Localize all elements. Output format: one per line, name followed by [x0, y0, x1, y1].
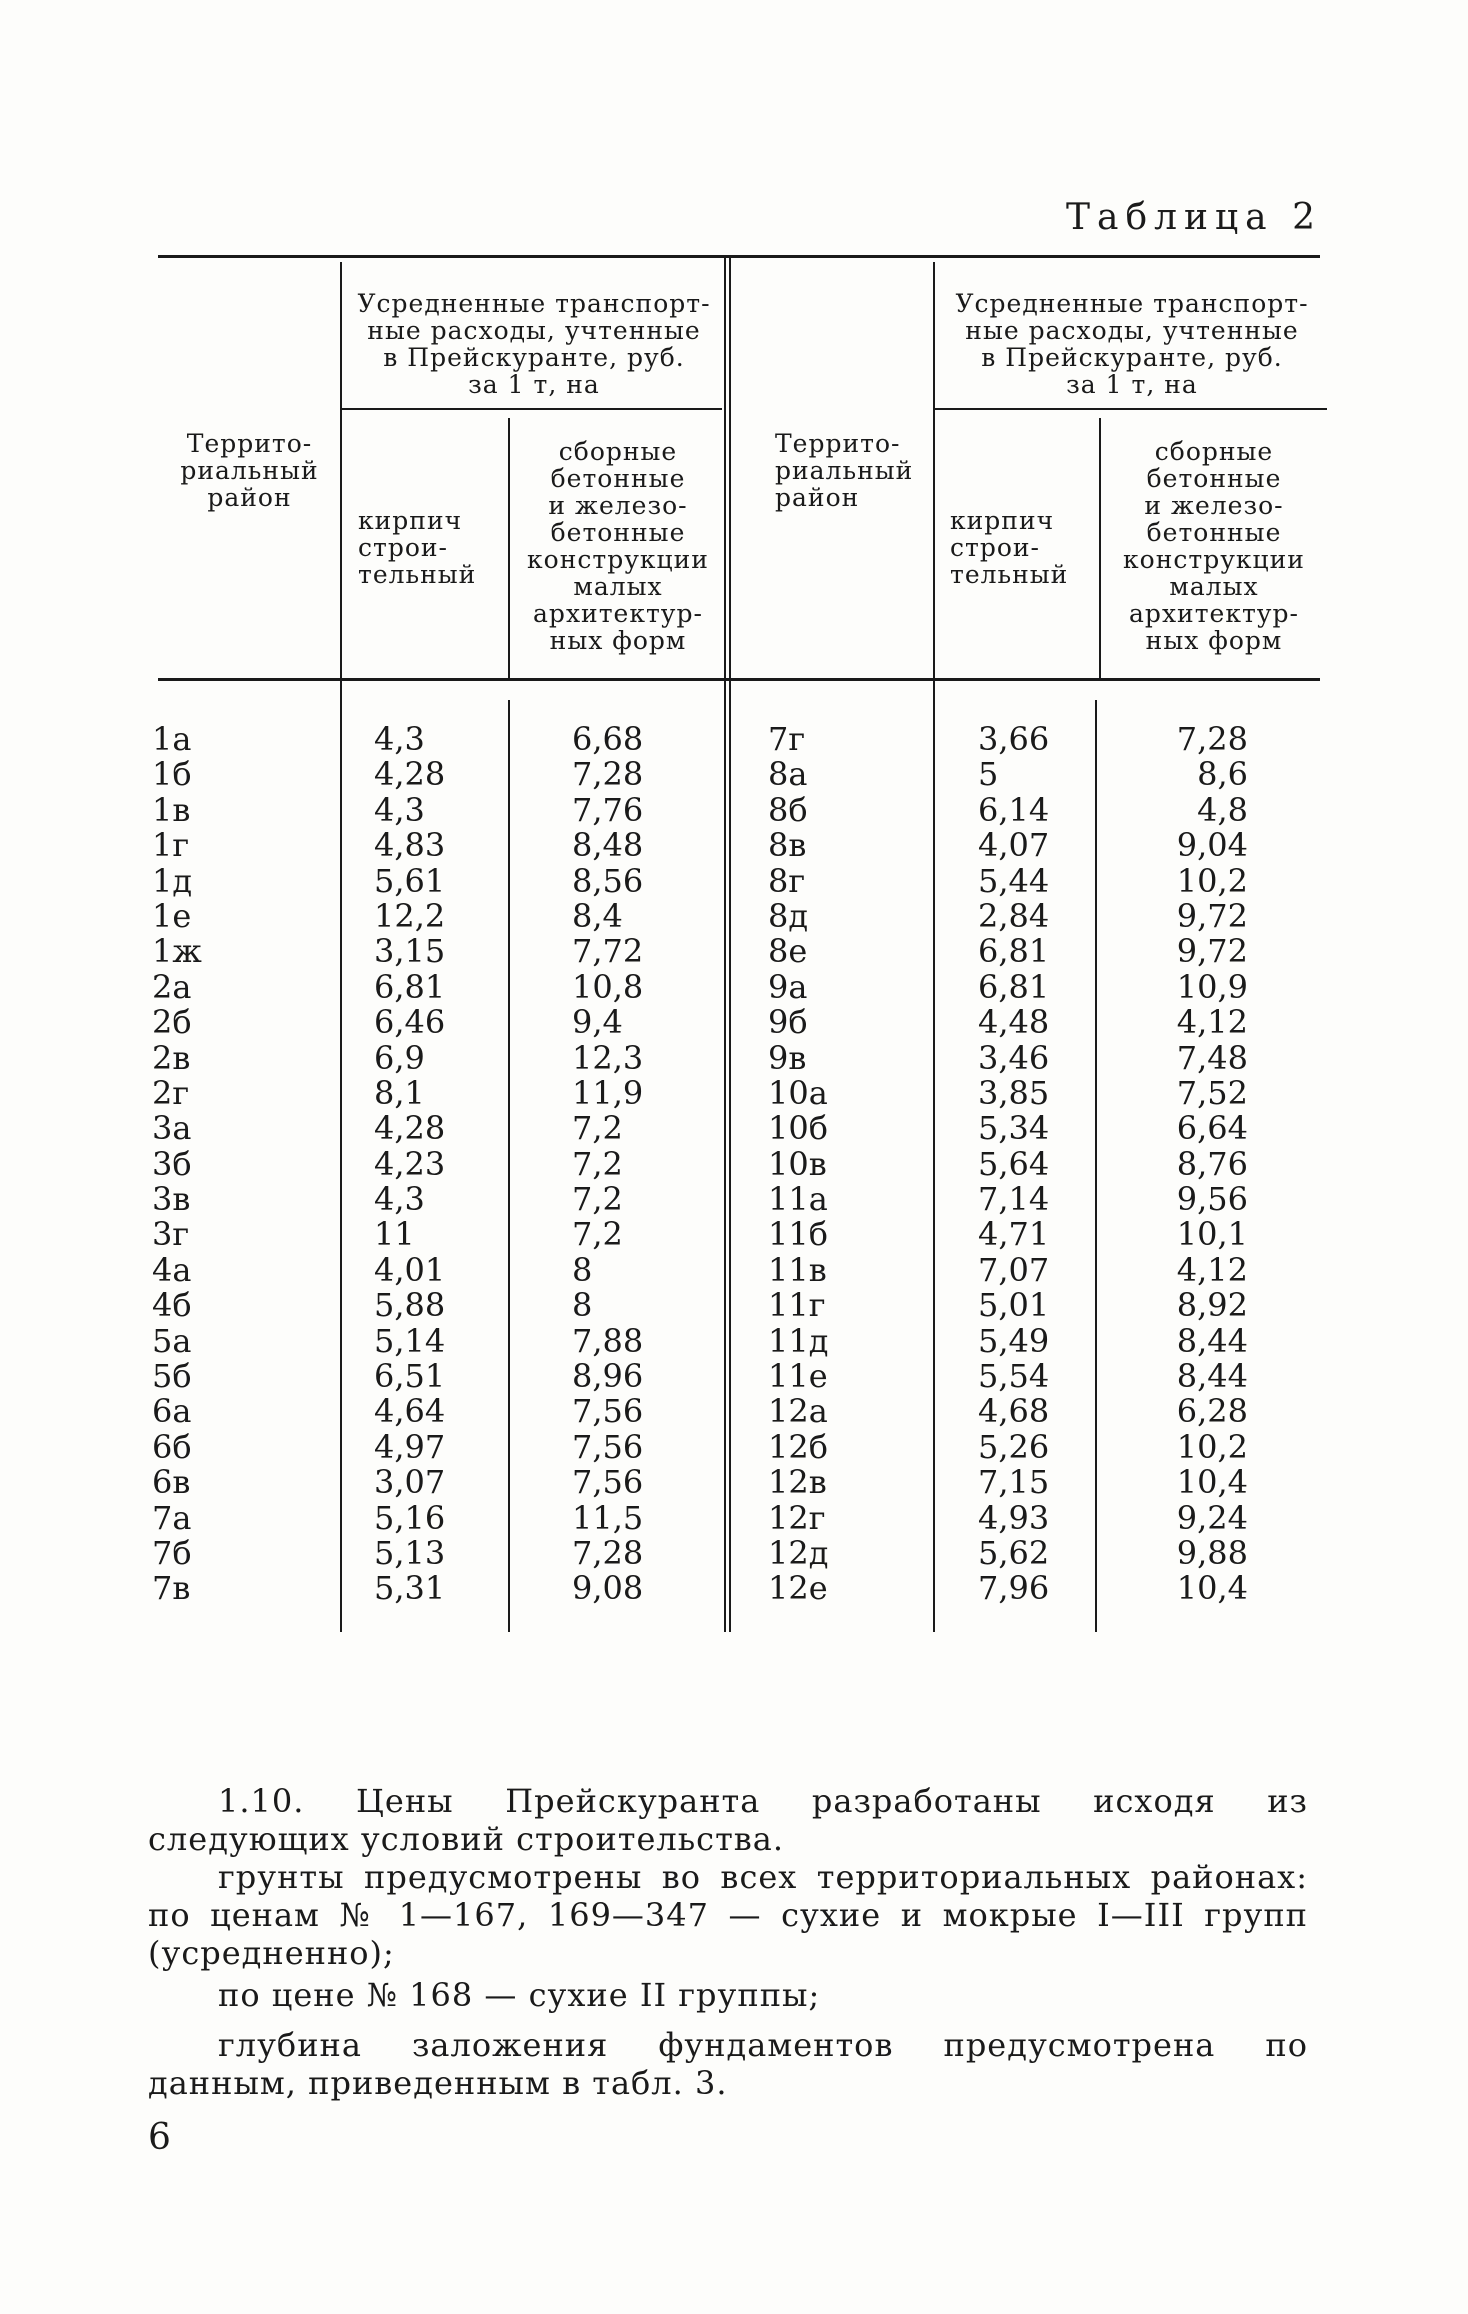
table-cell: 6,51	[374, 1357, 446, 1396]
table-cell: 11а	[768, 1180, 828, 1219]
header-group-left: Усредненные транспорт- ные расходы, учтенные в Прейскуранте, руб. за 1 т, на	[357, 289, 711, 399]
table-cell: 5,14	[374, 1321, 446, 1360]
table-cell: 7,88	[572, 1321, 644, 1360]
table-cell: 4,12	[1176, 1003, 1248, 1042]
table-cell: 12г	[768, 1498, 826, 1537]
table-cell: 9,56	[1176, 1180, 1248, 1219]
table-cell: 4,68	[978, 1392, 1050, 1431]
table-cell: 4,3	[374, 790, 425, 829]
table-cell: 11	[374, 1215, 415, 1254]
table-cell: 3в	[152, 1180, 191, 1219]
table-cell: 10,4	[1176, 1463, 1248, 1502]
table-cell: 2б	[152, 1003, 192, 1042]
table-cell: 9а	[768, 967, 808, 1006]
table-cell: 11г	[768, 1286, 826, 1325]
table-cell: 3г	[152, 1215, 190, 1254]
table-cell: 8	[572, 1250, 593, 1289]
col-divider-5-body	[1095, 700, 1097, 1632]
table-cell: 5б	[152, 1357, 192, 1396]
table-cell: 8,4	[572, 896, 623, 935]
table-cell: 7,52	[1176, 1073, 1248, 1112]
table-cell: 6б	[152, 1427, 192, 1466]
table-cell: 2г	[152, 1073, 190, 1112]
header-region-left: Террито- риальный район	[180, 429, 319, 512]
table-cell: 11б	[768, 1215, 828, 1254]
table-cell: 3,15	[374, 932, 446, 971]
table-cell: 7,76	[572, 790, 644, 829]
table-cell: 3,85	[978, 1073, 1050, 1112]
table-cell: 5,13	[374, 1533, 446, 1572]
table-cell: 8д	[768, 896, 809, 935]
table-cell: 7,15	[978, 1463, 1050, 1502]
table-cell: 7а	[152, 1498, 192, 1537]
table-cell: 4,07	[978, 826, 1050, 865]
table-cell: 1в	[152, 790, 191, 829]
table-cell: 9,24	[1176, 1498, 1248, 1537]
table-cell: 6,14	[978, 790, 1050, 829]
table-cell: 8е	[768, 932, 808, 971]
col-divider-center-b	[729, 258, 731, 1632]
table-cell: 7,56	[572, 1427, 644, 1466]
paragraph-foundation-depth: глубина заложения фундаментов предусмотрена по данным, приведенным в табл. 3.	[148, 2026, 1308, 2102]
table-cell: 7,28	[572, 1533, 644, 1572]
table-cell: 12в	[768, 1463, 827, 1502]
table-cell: 3а	[152, 1109, 192, 1148]
header-bottom-rule	[158, 678, 1320, 681]
table-cell: 3б	[152, 1144, 192, 1183]
table-cell: 7,48	[1176, 1038, 1248, 1077]
table-cell: 7,56	[572, 1392, 644, 1431]
table-cell: 9,72	[1176, 896, 1248, 935]
table-cell: 7б	[152, 1533, 192, 1572]
table-top-rule	[158, 255, 1320, 258]
table-cell: 7,2	[572, 1180, 623, 1219]
table-cell: 5,44	[978, 861, 1050, 900]
table-cell: 3,66	[978, 720, 1050, 758]
table-cell: 7г	[768, 720, 806, 758]
table-cell: 4,01	[374, 1250, 446, 1289]
table-cell: 5,34	[978, 1109, 1050, 1148]
table-cell: 4,28	[374, 755, 446, 794]
table-cell: 10б	[768, 1109, 828, 1148]
table-cell: 7,72	[572, 932, 644, 971]
table-cell: 2в	[152, 1038, 191, 1077]
table-cell: 4,23	[374, 1144, 446, 1183]
table-cell: 7,2	[572, 1215, 623, 1254]
table-cell: 8а	[768, 755, 808, 794]
header-concrete-right: сборные бетонные и железо- бетонные конструкции малых архитектур- ных форм	[1123, 437, 1305, 655]
table-cell: 7,28	[572, 755, 644, 794]
table-cell: 1г	[152, 826, 190, 865]
table-cell: 12а	[768, 1392, 828, 1431]
table-cell: 8,48	[572, 826, 644, 865]
table-cell: 9,4	[572, 1003, 623, 1042]
table-cell: 8,6	[1197, 755, 1248, 794]
table-cell: 5,88	[374, 1286, 446, 1325]
table-cell: 9в	[768, 1038, 807, 1077]
table-cell: 5а	[152, 1321, 192, 1360]
table-cell: 10,8	[572, 967, 644, 1006]
table-cell: 6,64	[1176, 1109, 1248, 1148]
table-cell: 6,81	[978, 932, 1050, 971]
table-cell: 6,9	[374, 1038, 425, 1077]
table-cell: 4,12	[1176, 1250, 1248, 1289]
table-cell: 5,01	[978, 1286, 1050, 1325]
header-subgroup-rule-right	[935, 408, 1327, 410]
table-cell: 8в	[768, 826, 807, 865]
table-cell: 5,16	[374, 1498, 446, 1537]
col-regions-left	[152, 722, 272, 1607]
table-cell: 4,8	[1197, 790, 1248, 829]
table-cell: 5,64	[978, 1144, 1050, 1183]
table-cell: 10в	[768, 1144, 827, 1183]
table-cell: 10,9	[1176, 967, 1248, 1006]
table-caption: Таблица 2	[1066, 197, 1322, 238]
table-cell: 1ж	[152, 932, 202, 971]
table-cell: 12д	[768, 1533, 829, 1572]
table-cell: 10,1	[1176, 1215, 1248, 1254]
table-cell: 4,3	[374, 720, 425, 758]
table-cell: 7,2	[572, 1144, 623, 1183]
col-divider-2-body	[508, 700, 510, 1632]
table-cell: 6в	[152, 1463, 191, 1502]
col-brick-left	[374, 722, 504, 1607]
table-cell: 9б	[768, 1003, 808, 1042]
table-cell: 6,81	[374, 967, 446, 1006]
table-cell: 7,28	[1176, 720, 1248, 758]
table-cell: 5,61	[374, 861, 446, 900]
table-cell: 5,49	[978, 1321, 1050, 1360]
table-cell: 11,9	[572, 1073, 644, 1112]
table-cell: 7,14	[978, 1180, 1050, 1219]
table-cell: 7,2	[572, 1109, 623, 1148]
col-divider-1	[340, 262, 342, 1632]
table-cell: 4б	[152, 1286, 192, 1325]
table-cell: 12б	[768, 1427, 828, 1466]
table-cell: 1б	[152, 755, 192, 794]
table-cell: 9,72	[1176, 932, 1248, 971]
table-cell: 4,64	[374, 1392, 446, 1431]
table-cell: 4,97	[374, 1427, 446, 1466]
table-cell: 12е	[768, 1569, 828, 1608]
table-cell: 8,1	[374, 1073, 425, 1112]
table-cell: 9,88	[1176, 1533, 1248, 1572]
table-cell: 6а	[152, 1392, 192, 1431]
header-region-right: Террито- риальный район	[775, 429, 914, 512]
paragraph-1-10: 1.10. Цены Прейскуранта разработаны исходя из следующих условий строительства.	[148, 1782, 1308, 1858]
table-cell: 7,96	[978, 1569, 1050, 1608]
table-cell: 12,3	[572, 1038, 644, 1077]
table-cell: 11д	[768, 1321, 829, 1360]
col-concrete-left	[572, 722, 702, 1607]
table-cell: 12,2	[374, 896, 446, 935]
table-cell: 5	[978, 755, 999, 794]
table-cell: 2,84	[978, 896, 1050, 935]
table-cell: 5,26	[978, 1427, 1050, 1466]
table-cell: 8г	[768, 861, 806, 900]
table-cell: 4,83	[374, 826, 446, 865]
table-cell: 10а	[768, 1073, 828, 1112]
col-regions-right	[768, 722, 888, 1607]
table-cell: 8,44	[1176, 1321, 1248, 1360]
col-divider-center-a	[724, 258, 726, 1632]
col-brick-right	[978, 722, 1088, 1607]
table-cell: 8б	[768, 790, 808, 829]
table-cell: 7,56	[572, 1463, 644, 1502]
header-brick-left: кирпич строи- тельный	[358, 506, 477, 589]
table-cell: 4,28	[374, 1109, 446, 1148]
table-cell: 6,68	[572, 720, 644, 758]
table-cell: 3,46	[978, 1038, 1050, 1077]
table-cell: 9,04	[1176, 826, 1248, 865]
table-cell: 11е	[768, 1357, 828, 1396]
header-subgroup-rule-left	[342, 408, 722, 410]
table-cell: 11,5	[572, 1498, 644, 1537]
table-cell: 8,56	[572, 861, 644, 900]
table-cell: 5,31	[374, 1569, 446, 1608]
table-cell: 6,28	[1176, 1392, 1248, 1431]
table-cell: 3,07	[374, 1463, 446, 1502]
col-concrete-right	[1153, 722, 1248, 1607]
table-cell: 4,93	[978, 1498, 1050, 1537]
table-cell: 4,48	[978, 1003, 1050, 1042]
table-cell: 4,3	[374, 1180, 425, 1219]
table-cell: 7,07	[978, 1250, 1050, 1289]
table-cell: 8,92	[1176, 1286, 1248, 1325]
paragraph-price-168: по цене № 168 — сухие II группы;	[218, 1976, 821, 2014]
table-cell: 6,46	[374, 1003, 446, 1042]
table-cell: 1е	[152, 896, 192, 935]
header-group-right: Усредненные транспорт- ные расходы, учтенные в Прейскуранте, руб. за 1 т, на	[955, 289, 1309, 399]
table-cell: 8	[572, 1286, 593, 1325]
table-cell: 6,81	[978, 967, 1050, 1006]
paragraph-soils: грунты предусмотрены во всех территориальных районах: по ценам № 1—167, 169—347 — сухие и мокрые I—III групп (усредненно);	[148, 1858, 1308, 1972]
table-cell: 2а	[152, 967, 192, 1006]
header-concrete-left: сборные бетонные и железо- бетонные конструкции малых архитектур- ных форм	[527, 437, 709, 655]
table-cell: 4,71	[978, 1215, 1050, 1254]
table-cell: 10,4	[1176, 1569, 1248, 1608]
table-cell: 8,96	[572, 1357, 644, 1396]
table-cell: 5,62	[978, 1533, 1050, 1572]
table-cell: 10,2	[1176, 861, 1248, 900]
header-brick-right: кирпич строи- тельный	[950, 506, 1069, 589]
table-cell: 8,76	[1176, 1144, 1248, 1183]
table-cell: 10,2	[1176, 1427, 1248, 1466]
page-number: 6	[148, 2117, 171, 2158]
table-cell: 11в	[768, 1250, 827, 1289]
table-cell: 8,44	[1176, 1357, 1248, 1396]
table-cell: 9,08	[572, 1569, 644, 1608]
table-cell: 4а	[152, 1250, 192, 1289]
table-cell: 1д	[152, 861, 193, 900]
table-cell: 1а	[152, 720, 192, 758]
col-divider-2	[508, 418, 510, 680]
table-cell: 5,54	[978, 1357, 1050, 1396]
table-cell: 7в	[152, 1569, 191, 1608]
